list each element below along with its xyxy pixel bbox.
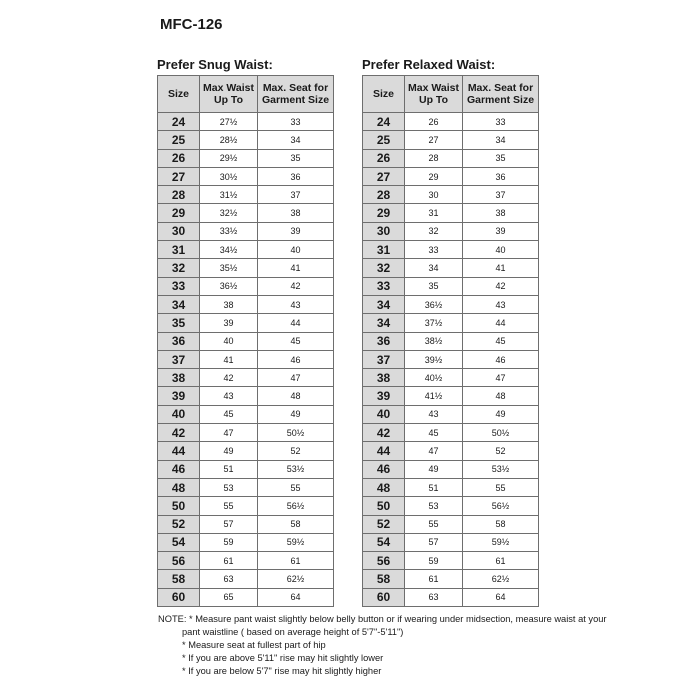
table-row: [158, 478, 334, 496]
table-row: [363, 588, 539, 606]
note-waist-measure-continued: pant waistline ( based on average height of 5'7"-5'11"): [182, 627, 404, 637]
note-rise-lower: * If you are above 5'11" rise may hit slightly lower: [182, 653, 384, 663]
size-column-header: [363, 76, 405, 113]
max-seat-cell: 58: [258, 515, 334, 533]
size-cell: 32: [363, 259, 405, 277]
size-cell: 25: [158, 131, 200, 149]
size-header-label: Size: [372, 88, 394, 100]
size-cell: 56: [158, 552, 200, 570]
max-waist-cell: 33: [405, 241, 463, 259]
size-cell: 37: [158, 350, 200, 368]
size-cell: 38: [158, 369, 200, 387]
max-waist-cell: 30: [405, 186, 463, 204]
max-waist-cell: 38½: [405, 332, 463, 350]
max-waist-cell: 41: [200, 350, 258, 368]
max-seat-cell: 50½: [463, 424, 539, 442]
max-seat-cell: 52: [258, 442, 334, 460]
size-cell: 60: [158, 588, 200, 606]
max-waist-cell: 35½: [200, 259, 258, 277]
size-cell: 37: [363, 350, 405, 368]
size-cell: 31: [363, 241, 405, 259]
size-cell: 34: [158, 295, 200, 313]
table-row: [363, 131, 539, 149]
table-row: [158, 552, 334, 570]
max-seat-cell: 45: [258, 332, 334, 350]
max-waist-cell: 53: [200, 478, 258, 496]
size-cell: 60: [363, 588, 405, 606]
size-cell: 27: [158, 167, 200, 185]
table-row: [363, 259, 539, 277]
max-waist-cell: 57: [405, 533, 463, 551]
note-rise-higher: * If you are below 5'7" rise may hit slightly higher: [182, 666, 382, 676]
size-cell: 40: [158, 405, 200, 423]
table-row: [363, 515, 539, 533]
max-seat-cell: 55: [463, 478, 539, 496]
max-waist-cell: 53: [405, 497, 463, 515]
max-seat-cell: 38: [258, 204, 334, 222]
size-cell: 50: [363, 497, 405, 515]
size-cell: 32: [158, 259, 200, 277]
note-waist-measure: NOTE: * Measure pant waist slightly below belly button or if wearing under midsection, measure waist at your: [158, 614, 607, 624]
max-seat-cell: 59½: [258, 533, 334, 551]
max-waist-cell: 63: [200, 570, 258, 588]
max-seat-cell: 42: [258, 277, 334, 295]
size-header-label: Size: [167, 88, 189, 100]
size-cell: 31: [158, 241, 200, 259]
max-waist-cell: 35: [405, 277, 463, 295]
table-row: [363, 167, 539, 185]
notes-section: [158, 613, 607, 678]
max-seat-cell: 34: [463, 131, 539, 149]
max-seat-cell: 41: [463, 259, 539, 277]
max-seat-cell: 46: [463, 350, 539, 368]
max-seat-cell: 61: [463, 552, 539, 570]
max-waist-header-label: Max Waist Up To: [203, 82, 254, 106]
max-seat-cell: 45: [463, 332, 539, 350]
max-seat-cell: 35: [463, 149, 539, 167]
max-seat-cell: 56½: [258, 497, 334, 515]
max-seat-cell: 40: [463, 241, 539, 259]
table-row: [158, 241, 334, 259]
max-waist-cell: 29: [405, 167, 463, 185]
max-seat-cell: 49: [463, 405, 539, 423]
max-seat-cell: 64: [463, 588, 539, 606]
relaxed-waist-table: [362, 75, 539, 607]
max-waist-cell: 40: [200, 332, 258, 350]
max-seat-cell: 37: [463, 186, 539, 204]
size-cell: 29: [363, 204, 405, 222]
max-waist-cell: 63: [405, 588, 463, 606]
table-row: [363, 295, 539, 313]
relaxed-waist-table-body: [363, 113, 539, 607]
max-seat-cell: 53½: [258, 460, 334, 478]
table-header-row: [363, 76, 539, 113]
max-waist-cell: 27½: [200, 113, 258, 131]
size-cell: 38: [363, 369, 405, 387]
max-seat-cell: 62½: [463, 570, 539, 588]
max-seat-cell: 49: [258, 405, 334, 423]
size-cell: 36: [158, 332, 200, 350]
table-row: [158, 149, 334, 167]
table-row: [158, 131, 334, 149]
size-cell: 39: [158, 387, 200, 405]
table-row: [158, 222, 334, 240]
table-row: [363, 186, 539, 204]
size-cell: 50: [158, 497, 200, 515]
max-waist-cell: 61: [405, 570, 463, 588]
max-waist-cell: 29½: [200, 149, 258, 167]
table-row: [158, 369, 334, 387]
snug-waist-table-body: [158, 113, 334, 607]
max-waist-cell: 47: [200, 424, 258, 442]
max-seat-cell: 43: [463, 295, 539, 313]
max-waist-cell: 59: [405, 552, 463, 570]
size-cell: 40: [363, 405, 405, 423]
max-waist-cell: 39: [200, 314, 258, 332]
table-row: [158, 314, 334, 332]
size-cell: 29: [158, 204, 200, 222]
max-seat-cell: 36: [463, 167, 539, 185]
size-cell: 46: [363, 460, 405, 478]
table-row: [363, 552, 539, 570]
size-cell: 33: [363, 277, 405, 295]
size-cell: 24: [158, 113, 200, 131]
max-waist-cell: 32: [405, 222, 463, 240]
table-row: [158, 424, 334, 442]
max-waist-cell: 45: [200, 405, 258, 423]
size-cell: 42: [158, 424, 200, 442]
table-row: [363, 314, 539, 332]
table-row: [158, 204, 334, 222]
table-row: [363, 424, 539, 442]
table-row: [158, 167, 334, 185]
max-seat-cell: 47: [258, 369, 334, 387]
size-cell: 34: [363, 295, 405, 313]
size-cell: 44: [158, 442, 200, 460]
snug-waist-table: [157, 75, 334, 607]
max-waist-cell: 36½: [200, 277, 258, 295]
max-waist-cell: 34: [405, 259, 463, 277]
max-waist-cell: 43: [200, 387, 258, 405]
size-cell: 39: [363, 387, 405, 405]
table-row: [158, 387, 334, 405]
max-seat-cell: 48: [463, 387, 539, 405]
document-title: MFC-126: [160, 16, 223, 33]
size-cell: 58: [158, 570, 200, 588]
table-row: [363, 369, 539, 387]
max-waist-cell: 45: [405, 424, 463, 442]
max-waist-cell: 51: [405, 478, 463, 496]
max-waist-cell: 49: [405, 460, 463, 478]
max-seat-cell: 41: [258, 259, 334, 277]
max-waist-cell: 33½: [200, 222, 258, 240]
size-cell: 36: [363, 332, 405, 350]
size-cell: 56: [363, 552, 405, 570]
size-column-header: [158, 76, 200, 113]
table-row: [363, 405, 539, 423]
table-row: [363, 533, 539, 551]
table-row: [363, 113, 539, 131]
table-row: [158, 113, 334, 131]
table-row: [158, 277, 334, 295]
size-cell: 27: [363, 167, 405, 185]
table-row: [363, 277, 539, 295]
max-seat-cell: 56½: [463, 497, 539, 515]
max-waist-cell: 55: [405, 515, 463, 533]
size-cell: 54: [158, 533, 200, 551]
max-waist-cell: 28½: [200, 131, 258, 149]
size-cell: 54: [363, 533, 405, 551]
table-row: [363, 332, 539, 350]
max-waist-cell: 43: [405, 405, 463, 423]
max-seat-cell: 38: [463, 204, 539, 222]
size-cell: 30: [158, 222, 200, 240]
max-waist-cell: 30½: [200, 167, 258, 185]
max-seat-cell: 53½: [463, 460, 539, 478]
max-waist-cell: 49: [200, 442, 258, 460]
size-cell: 58: [363, 570, 405, 588]
table-row: [158, 332, 334, 350]
table-row: [363, 570, 539, 588]
max-waist-cell: 27: [405, 131, 463, 149]
max-seat-cell: 33: [463, 113, 539, 131]
max-seat-cell: 37: [258, 186, 334, 204]
max-seat-cell: 33: [258, 113, 334, 131]
size-cell: 44: [363, 442, 405, 460]
max-waist-cell: 31: [405, 204, 463, 222]
max-waist-cell: 34½: [200, 241, 258, 259]
max-waist-cell: 38: [200, 295, 258, 313]
max-seat-cell: 42: [463, 277, 539, 295]
size-cell: 26: [158, 149, 200, 167]
size-cell: 46: [158, 460, 200, 478]
max-seat-cell: 55: [258, 478, 334, 496]
max-seat-cell: 52: [463, 442, 539, 460]
table-row: [158, 515, 334, 533]
max-waist-cell: 32½: [200, 204, 258, 222]
max-seat-column-header: [463, 76, 539, 113]
table-row: [363, 387, 539, 405]
relaxed-waist-heading: Prefer Relaxed Waist:: [362, 57, 496, 72]
size-cell: 30: [363, 222, 405, 240]
max-waist-header-label: Max Waist Up To: [408, 82, 459, 106]
table-row: [363, 478, 539, 496]
max-seat-column-header: [258, 76, 334, 113]
table-row: [363, 149, 539, 167]
table-row: [158, 442, 334, 460]
table-header-row: [158, 76, 334, 113]
max-waist-cell: 37½: [405, 314, 463, 332]
max-waist-column-header: [405, 76, 463, 113]
max-waist-cell: 28: [405, 149, 463, 167]
note-seat-measure: * Measure seat at fullest part of hip: [182, 640, 326, 650]
max-waist-cell: 26: [405, 113, 463, 131]
table-row: [158, 588, 334, 606]
size-cell: 52: [363, 515, 405, 533]
max-seat-cell: 35: [258, 149, 334, 167]
max-seat-header-label: Max. Seat for Garment Size: [466, 82, 535, 106]
table-row: [363, 222, 539, 240]
max-seat-cell: 59½: [463, 533, 539, 551]
table-row: [363, 442, 539, 460]
max-seat-cell: 46: [258, 350, 334, 368]
size-cell: 28: [363, 186, 405, 204]
max-waist-cell: 61: [200, 552, 258, 570]
size-cell: 34: [363, 314, 405, 332]
size-cell: 35: [158, 314, 200, 332]
max-seat-cell: 64: [258, 588, 334, 606]
table-row: [158, 405, 334, 423]
max-seat-cell: 39: [463, 222, 539, 240]
table-row: [363, 241, 539, 259]
max-waist-cell: 59: [200, 533, 258, 551]
size-cell: 52: [158, 515, 200, 533]
table-row: [158, 497, 334, 515]
max-seat-cell: 39: [258, 222, 334, 240]
table-row: [363, 204, 539, 222]
max-waist-cell: 47: [405, 442, 463, 460]
table-row: [363, 350, 539, 368]
table-row: [158, 570, 334, 588]
size-cell: 26: [363, 149, 405, 167]
max-seat-cell: 44: [463, 314, 539, 332]
max-seat-header-label: Max. Seat for Garment Size: [261, 82, 330, 106]
max-waist-column-header: [200, 76, 258, 113]
max-waist-cell: 39½: [405, 350, 463, 368]
size-cell: 25: [363, 131, 405, 149]
max-waist-cell: 31½: [200, 186, 258, 204]
table-row: [363, 497, 539, 515]
table-row: [158, 186, 334, 204]
max-waist-cell: 65: [200, 588, 258, 606]
max-waist-cell: 42: [200, 369, 258, 387]
max-waist-cell: 40½: [405, 369, 463, 387]
max-seat-cell: 34: [258, 131, 334, 149]
max-seat-cell: 58: [463, 515, 539, 533]
max-waist-cell: 51: [200, 460, 258, 478]
table-row: [158, 295, 334, 313]
max-seat-cell: 40: [258, 241, 334, 259]
max-seat-cell: 44: [258, 314, 334, 332]
snug-waist-heading: Prefer Snug Waist:: [157, 57, 273, 72]
max-waist-cell: 57: [200, 515, 258, 533]
table-row: [158, 533, 334, 551]
max-seat-cell: 62½: [258, 570, 334, 588]
max-seat-cell: 36: [258, 167, 334, 185]
size-cell: 33: [158, 277, 200, 295]
max-seat-cell: 48: [258, 387, 334, 405]
max-seat-cell: 47: [463, 369, 539, 387]
max-seat-cell: 43: [258, 295, 334, 313]
table-row: [158, 460, 334, 478]
size-cell: 48: [363, 478, 405, 496]
size-cell: 42: [363, 424, 405, 442]
size-cell: 24: [363, 113, 405, 131]
table-row: [158, 350, 334, 368]
max-waist-cell: 41½: [405, 387, 463, 405]
size-cell: 28: [158, 186, 200, 204]
size-cell: 48: [158, 478, 200, 496]
table-row: [158, 259, 334, 277]
max-seat-cell: 50½: [258, 424, 334, 442]
max-seat-cell: 61: [258, 552, 334, 570]
max-waist-cell: 36½: [405, 295, 463, 313]
max-waist-cell: 55: [200, 497, 258, 515]
table-row: [363, 460, 539, 478]
